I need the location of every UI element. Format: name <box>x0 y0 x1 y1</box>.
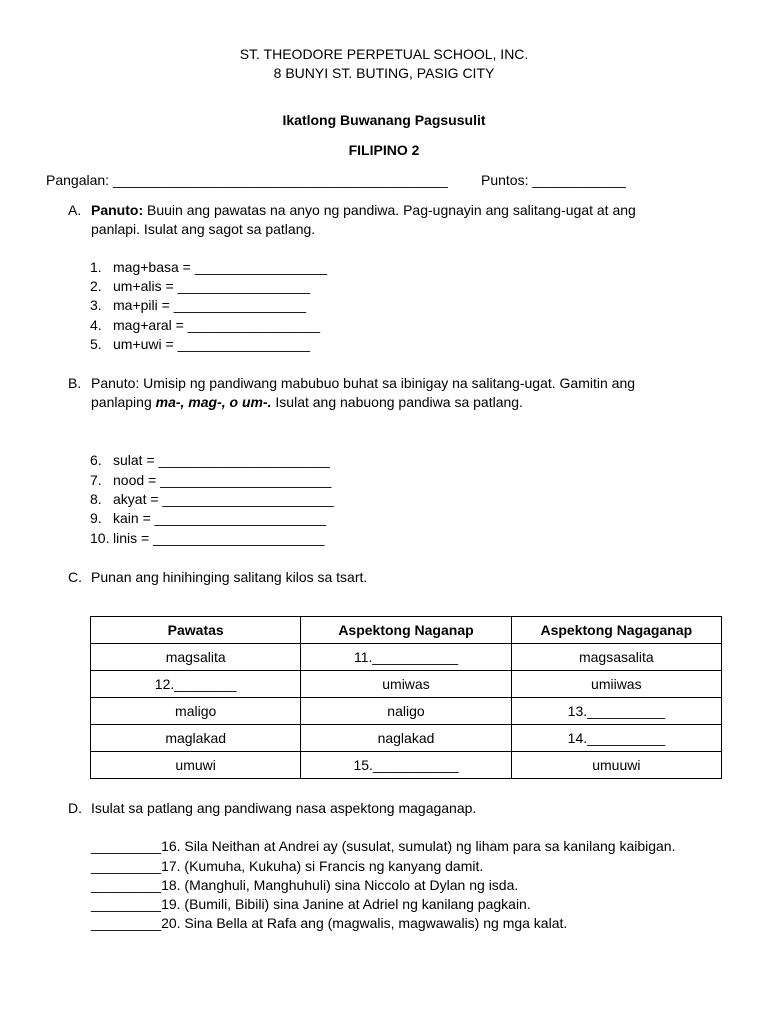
table-cell-blank[interactable]: 13.__________ <box>511 698 721 725</box>
item-number: 7. <box>90 472 102 488</box>
table-row <box>91 752 722 779</box>
item-text: linis = ______________________ <box>113 530 325 546</box>
column-header: Pawatas <box>91 617 301 644</box>
table-cell: umiiwas <box>511 671 721 698</box>
list-item[interactable] <box>90 278 310 294</box>
table-cell-blank[interactable]: 12.________ <box>91 671 301 698</box>
table-cell: umuuwi <box>511 752 721 779</box>
section-b-instruction-line2 <box>91 394 523 410</box>
list-item[interactable]: _________17. (Kumuha, Kukuha) si Francis ng kanyang damit. <box>91 858 484 874</box>
list-item[interactable] <box>90 472 332 488</box>
item-number: 9. <box>90 510 102 526</box>
subject-title: FILIPINO 2 <box>348 142 420 158</box>
section-b-text-c: Isulat ang nabuong pandiwa sa patlang. <box>271 394 523 410</box>
section-d-instruction: Isulat sa patlang ang pandiwang nasa aspektong magaganap. <box>91 800 477 816</box>
column-header: Aspektong Nagaganap <box>511 617 721 644</box>
item-text: nood = ______________________ <box>113 472 332 488</box>
table-cell: magsalita <box>91 644 301 671</box>
item-number: 4. <box>90 317 102 333</box>
table-row <box>91 698 722 725</box>
school-address: 8 BUNYI ST. BUTING, PASIG CITY <box>273 65 495 81</box>
table-cell: maligo <box>91 698 301 725</box>
score-field[interactable]: Puntos: ____________ <box>481 172 626 188</box>
item-text: sulat = ______________________ <box>113 452 330 468</box>
item-number: 3. <box>90 297 102 313</box>
section-c-instruction: Punan ang hinihinging salitang kilos sa tsart. <box>91 569 368 585</box>
column-header: Aspektong Naganap <box>301 617 511 644</box>
table-row <box>91 644 722 671</box>
verb-chart-table <box>90 616 722 779</box>
table-cell: naligo <box>301 698 511 725</box>
section-b-text-a: panlaping <box>91 394 156 410</box>
section-a-instruction-line1 <box>91 202 636 218</box>
list-item[interactable] <box>90 530 325 546</box>
table-header-row <box>91 617 722 644</box>
item-text: kain = ______________________ <box>113 510 326 526</box>
exam-title: Ikatlong Buwanang Pagsusulit <box>282 112 486 128</box>
item-text: mag+basa = _________________ <box>113 259 328 275</box>
list-item[interactable]: _________19. (Bumili, Bibili) sina Janine at Adriel ng kanilang pagkain. <box>91 896 531 912</box>
section-a-instruction-line2: panlapi. Isulat ang sagot sa patlang. <box>91 221 316 237</box>
section-a-label: Panuto: <box>91 202 144 218</box>
section-c-letter: C. <box>68 569 82 585</box>
item-number: 1. <box>90 259 102 275</box>
section-b-affixes: ma-, mag-, o um-. <box>155 394 272 410</box>
table-cell: naglakad <box>301 725 511 752</box>
section-d-letter: D. <box>68 800 82 816</box>
section-b-instruction-line1: Panuto: Umisip ng pandiwang mabubuo buhat sa ibinigay na salitang-ugat. Gamitin ang <box>91 375 636 391</box>
list-item[interactable] <box>90 297 307 313</box>
item-text: um+uwi = _________________ <box>113 336 310 352</box>
list-item[interactable]: _________20. Sina Bella at Rafa ang (magwalis, magwawalis) ng mga kalat. <box>91 915 568 931</box>
list-item[interactable] <box>90 336 310 352</box>
table-cell: umiwas <box>301 671 511 698</box>
table-row <box>91 725 722 752</box>
table-cell-blank[interactable]: 11.___________ <box>301 644 511 671</box>
school-name: ST. THEODORE PERPETUAL SCHOOL, INC. <box>239 46 529 62</box>
item-number: 6. <box>90 452 102 468</box>
item-text: um+alis = _________________ <box>113 278 310 294</box>
section-a-letter: A. <box>68 202 82 218</box>
table-cell: magsasalita <box>511 644 721 671</box>
section-a-instruction-text: Buuin ang pawatas na anyo ng pandiwa. Pag-ugnayin ang salitang-ugat at ang <box>143 202 636 218</box>
list-item[interactable]: _________16. Sila Neithan at Andrei ay (susulat, sumulat) ng liham para sa kanilang kaibigan. <box>91 838 676 854</box>
table-cell: maglakad <box>91 725 301 752</box>
list-item[interactable] <box>90 317 321 333</box>
item-number: 2. <box>90 278 102 294</box>
item-number: 8. <box>90 491 102 507</box>
item-text: mag+aral = _________________ <box>113 317 321 333</box>
list-item[interactable] <box>90 259 328 275</box>
table-cell-blank[interactable]: 15.___________ <box>301 752 511 779</box>
table-cell: umuwi <box>91 752 301 779</box>
table-row <box>91 671 722 698</box>
section-b-letter: B. <box>68 375 82 391</box>
table-cell-blank[interactable]: 14.__________ <box>511 725 721 752</box>
list-item[interactable] <box>90 452 330 468</box>
item-text: ma+pili = _________________ <box>113 297 307 313</box>
item-number: 10. <box>90 530 110 546</box>
item-number: 5. <box>90 336 102 352</box>
name-field[interactable]: Pangalan: ___________________________________________ <box>46 172 448 188</box>
list-item[interactable] <box>90 491 334 507</box>
item-text: akyat = ______________________ <box>113 491 334 507</box>
list-item[interactable] <box>90 510 326 526</box>
list-item[interactable]: _________18. (Manghuli, Manghuhuli) sina Niccolo at Dylan ng isda. <box>91 877 519 893</box>
